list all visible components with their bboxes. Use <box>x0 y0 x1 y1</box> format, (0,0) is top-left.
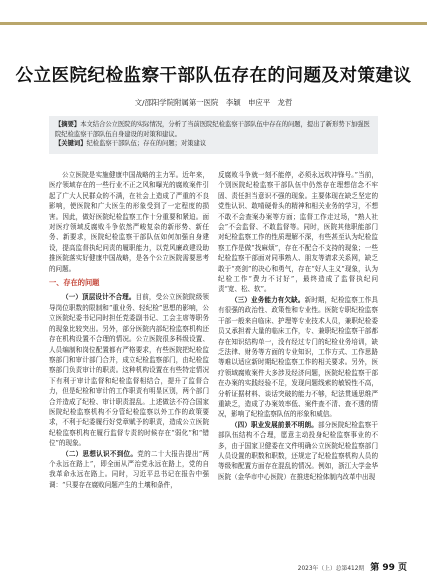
paragraph-continued: 反腐败斗争就一刻不能停，必须永远吹冲锋号。”当前，个别医院纪检监察干部队伍中仍然存在理想信念不牢固、责任担当意识不强的现象。主要体现在缺乏坚定的党性认识、敢啃硬骨头的精神和相关业务的学习，不想不敢不会查案办案等方面；监督工作走过场，“熟人社会”不会监督、不敢监督等。同时，医院其他职能部门对纪检监察工作的性质理解不深，有些甚至认为纪检监察工作是做“找麻烦”，存在不配合不支持的现象；一些纪检监察干部面对同事熟人、朋友等请求关系网，缺乏敢于“亮剑”的决心和勇气，存在“好人主义”现象，认为纪检工作“费力不讨好”，最终造成了监督执纪问责“宽、松、软”。 <box>218 171 378 294</box>
abstract <box>55 120 372 139</box>
intro-paragraph: 公立医院是实施健康中国战略的主力军。近年来，医疗领域存在的一些行业不正之风和曝光的腐败案件引起了广大人民群众的不满，在社会上造成了严重的不良影响，使医院和广大医生的形象受到了一定程度的损害。因此，做好医院纪检监察工作十分重要和紧迫。面对医疗领域反腐败斗争依然严峻复杂的新形势、新任务、新要求，医院纪检监察干部队伍如何加强自身建设，提高监督执纪问责的履职能力，以党风廉政建设助推医院落实好健康中国战略，是各个公立医院需要思考的问题。 <box>49 171 209 273</box>
header-rule <box>0 22 427 25</box>
abstract-box <box>49 116 378 154</box>
subheading-ability: （三）业务能力有欠缺。 <box>231 295 305 304</box>
issue-info: 2023年（上）总第412期 <box>297 566 365 572</box>
paragraph-ideology-text: 党的二十大报告提出“两个永远在路上”，即全面从严治党永远在路上，党的自我革命永远在路上。同时，习近平总书记在报告中强调：“只要存在腐败问题产生的土壤和条件， <box>49 449 209 489</box>
page-footer <box>298 560 407 573</box>
paragraph-ideology <box>49 449 209 491</box>
right-column <box>218 170 378 482</box>
keywords-label: 【关键词】 <box>55 140 87 148</box>
subheading-top-design: （一）顶层设计不合理。 <box>62 293 136 302</box>
paragraph-career-text: 部分医院纪检监察干部队伍结构不合理，愿意主动投身纪检监察事业的不多，由于国家卫健委在文件明确公立医院纪检监察部门人员设置的职数和职数，还规定了纪检监察机构人员的等级和配置方面存在混乱的情况。例如，浙江大学金华医院（金华市中心医院）在推进纪检体制内改革中出现 <box>218 420 378 481</box>
paragraph-top-design-text: 目前，受公立医院院级领导岗位职数的限制和“重业务、轻纪检”思想的影响，公立医院纪委书记同时担任党委副书记、工会主席等职务的现象比较突出。另外，部分医院内部纪检监察机构还存在机构设置不合理的情况。公立医院很多科级设置、人员编制和岗位配置都有严格要求，有些医院把纪检监察部门和审计部门合并，成立纪检监察部门，由纪检监察部门负责审计的职责。这种机构设置在有些特定情况下有利于审计监督和纪检监督相结合，提升了监督合力，但是纪检和审计的工作职责有明显区别，两个部门合并造成了纪检、审计职责混乱。上述做法不符合国家医院纪检监察机构不分管纪检监察以外工作的政策要求，不利于纪委履行好党章赋予的职责，造成公立医院纪检监察机构在履行监督专责的时候存在“弱化”和“错位”的现象。 <box>49 293 209 448</box>
left-column <box>49 170 209 490</box>
keywords <box>55 139 372 149</box>
abstract-text: 本文结合公立医院的实际情况，分析了当前医院纪检监察干部队伍中存在的问题，提出了新形势下加强医院纪检监察干部队伍自身建设的对策和建议。 <box>55 121 370 138</box>
subheading-ideology: （二）思想认识不到位。 <box>62 449 138 458</box>
subheading-career: （四）职业发展前景不明朗。 <box>231 420 318 429</box>
paragraph-ability <box>218 295 378 420</box>
abstract-label: 【摘要】 <box>55 121 81 128</box>
section-heading-problems: 一、存在的问题 <box>49 278 100 288</box>
paragraph-career <box>218 420 378 482</box>
paragraph-top-design <box>49 292 209 448</box>
page-number: 第 99 页 <box>370 563 407 573</box>
article-title: 公立医院纪检监察干部队伍存在的问题及对策建议 <box>15 66 412 86</box>
keywords-text: 纪检监察干部队伍；存在的问题；对策建议 <box>86 140 207 148</box>
article-authors: 文/邵阳学院附属第一医院 李颖 申应平 龙哲 <box>134 98 293 107</box>
paragraph-ability-text: 新时期，纪检监察工作具有很强的政治性、政策性和专业性。医院专职纪检监察干部一般来自临床、护理等专业技术人员，兼职纪检委员又承担着大量的临床工作，专、兼职纪检监察干部都存在知识结构单一，没有经过专门的纪检业务培训，缺乏法律、财务等方面的专业知识，工作方式、工作思路等难以适应新时期纪检监察工作的相关要求。另外，医疗领域腐败案件大多涉及经济问题，医院纪检监察干部在办案的实践经验不足，发现问题线索的敏锐性不高，分析证据材料、谈话突破的能力不够，纪法贯通思维严重缺乏，造成了办案效率低、案件查不清、查不透的情况，影响了纪检监察队伍的形象和威信。 <box>218 295 378 419</box>
